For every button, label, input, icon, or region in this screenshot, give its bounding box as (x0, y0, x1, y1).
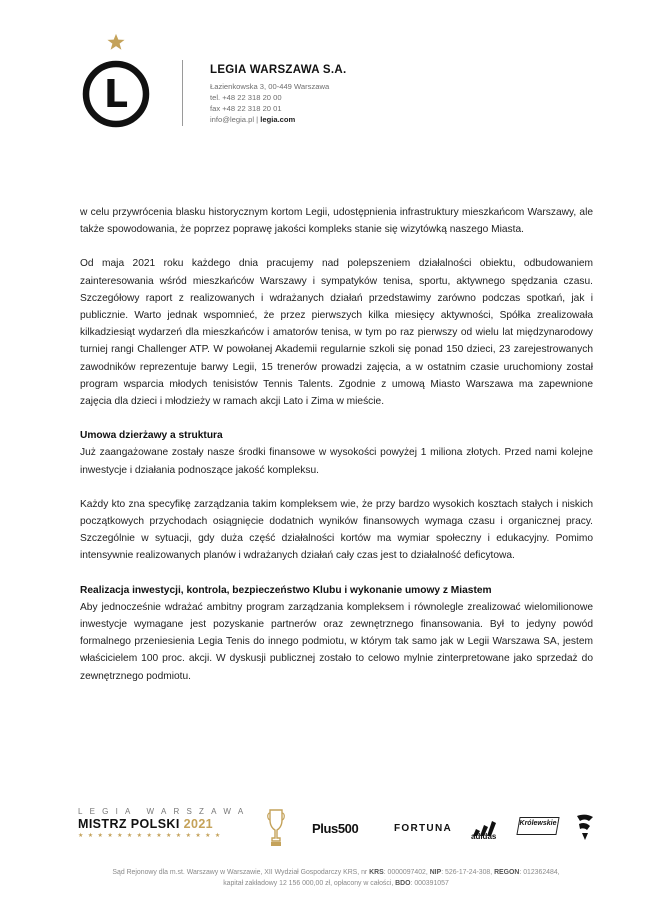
nip-label: NIP (429, 869, 442, 876)
legal-court: Sąd Rejonowy dla m.st. Warszawy w Warszawie, XII Wydział Gospodarczy KRS, nr (112, 869, 370, 876)
letter-body (80, 204, 593, 702)
bdo-value: : 000391057 (410, 880, 449, 887)
header-divider (182, 60, 183, 126)
champion-title (78, 817, 283, 831)
krs-value: : 0000097402, (383, 869, 430, 876)
sponsor-fortuna: FORTUNA (394, 823, 452, 834)
company-name: LEGIA WARSZAWA S.A. (210, 64, 347, 76)
champion-text: MISTRZ POLSKI (78, 817, 180, 831)
contact-separator: | (256, 115, 259, 124)
section-heading-lease: Umowa dzierżawy a struktura (80, 430, 223, 442)
sponsor-adidas: adidas (471, 832, 497, 841)
nip-value: : 526-17-24-308, (441, 869, 495, 876)
champion-year: 2021 (183, 817, 214, 831)
company-email[interactable]: info@legia.pl (210, 115, 255, 124)
company-fax: fax +48 22 318 20 01 (210, 104, 282, 113)
legal-line-1 (40, 867, 632, 878)
section-heading-investments: Realizacja inwestycji, kontrola, bezpieczeństwo Klubu i wykonanie umowy z Miastem (80, 584, 492, 596)
company-phone: tel. +48 22 318 20 00 (210, 93, 282, 102)
company-website[interactable]: legia.com (260, 115, 296, 124)
company-address: Łazienkowska 3, 00-449 Warszawa (210, 82, 330, 91)
paragraph-5: Aby jednocześnie wdrażać ambitny program zarządzania kompleksem i równolegle zrealizować wielomilionowe inwestycje wymagane jest pozyskanie partnerów oraz zewnętrznego finansowania. Był to jedyny powód formalnego przeniesienia Legia Tenis do innego podmiotu, w którym tak samo jak w Legii Warszawa SA, jestem właścicielem 100 proc. akcji. W dyskusji publicznej zostało to celowo mylnie zinterpretowane jako sprzedaż do zewnętrznego podmiotu. (80, 601, 593, 682)
logo-letter: L (103, 72, 129, 116)
sponsor-plus500: Plus500 (312, 821, 359, 836)
regon-label: REGON (494, 869, 520, 876)
champion-club: LEGIA WARSZAWA (78, 807, 251, 816)
paragraph-1: w celu przywrócenia blasku historycznym kortom Legii, udostępnienia infrastruktury mieszkańcom Warszawy, ale także spowodowania, że poprzez poprawę jakości kompleks stanie się wizytówką naszego Miasta. (80, 207, 593, 236)
star-icon (107, 33, 125, 51)
company-contact (210, 114, 346, 125)
regon-value: : 012362484, (519, 869, 560, 876)
bdo-label: BDO (395, 880, 411, 887)
legal-footer (40, 867, 632, 889)
legia-logo (82, 60, 150, 128)
company-info (210, 64, 346, 125)
legal-line-2 (40, 878, 632, 889)
legal-capital: kapitał zakładowy 12 156 000,00 zł, opłacony w całości, (223, 880, 396, 887)
paragraph-2: Od maja 2021 roku każdego dnia pracujemy nad polepszeniem działalności obiektu, odbudowaniem zainteresowania wśród mieszkańców Warszawy i sympatyków tenisa, sportu, aktywnego spędzania czasu. Szczegółowy raport z realizowanych i wdrażanych działań przedstawimy zarówno podczas spotkań, jak i publicznie. Warto jednak wspomnieć, że przez pierwszych kilka miesięcy aktywności, Spółka zrealizowała kilkadziesiąt wydarzeń dla mieszkańców i amatorów tenisa, w tym po raz pierwszy od wielu lat międzynarodowy turniej rangi Challenger ATP. W powołanej Akademii regularnie szkoli się ponad 150 dzieci, 23 zarejestrowanych zawodników reprezentuje barwy Legii, 15 trenerów prowadzi zajęcia, a w ostatnim czasie uruchomiony został program wsparcia młodych tenisistów Tennis Talents. Zgodnie z umową Miasto Warszawa ma zapewnione zajęcia dla dzieci i młodzieży w ramach akcji Lato i Zima w mieście. (80, 258, 593, 408)
sponsor-krolewskie: Królewskie (519, 820, 557, 827)
trophy-icon (266, 808, 286, 848)
champion-badge (78, 807, 283, 847)
champion-stars: ★★★★★★★★★★★★★★★ (78, 833, 225, 839)
sponsor-emblem-icon (574, 812, 596, 842)
paragraph-3: Już zaangażowane zostały nasze środki finansowe w wysokości powyżej 1 miliona złotych. Przed nami kolejne inwestycje i działania podnoszące jakość kompleksu. (80, 447, 593, 476)
krs-label: KRS (369, 869, 384, 876)
paragraph-4: Każdy kto zna specyfikę zarządzania takim kompleksem wie, że przy bardzo wysokich kosztach stałych i niskich początkowych przychodach osiągnięcie dodatnich wyników finansowych wymaga czasu i organicznej pracy. Szczególnie w sytuacji, gdy duża część działalności kortów ma wymiar społeczny i edukacyjny. Pomimo intensywnie realizowanych planów i wdrażanych działań cały czas jest to działalność deficytowa. (80, 498, 593, 562)
